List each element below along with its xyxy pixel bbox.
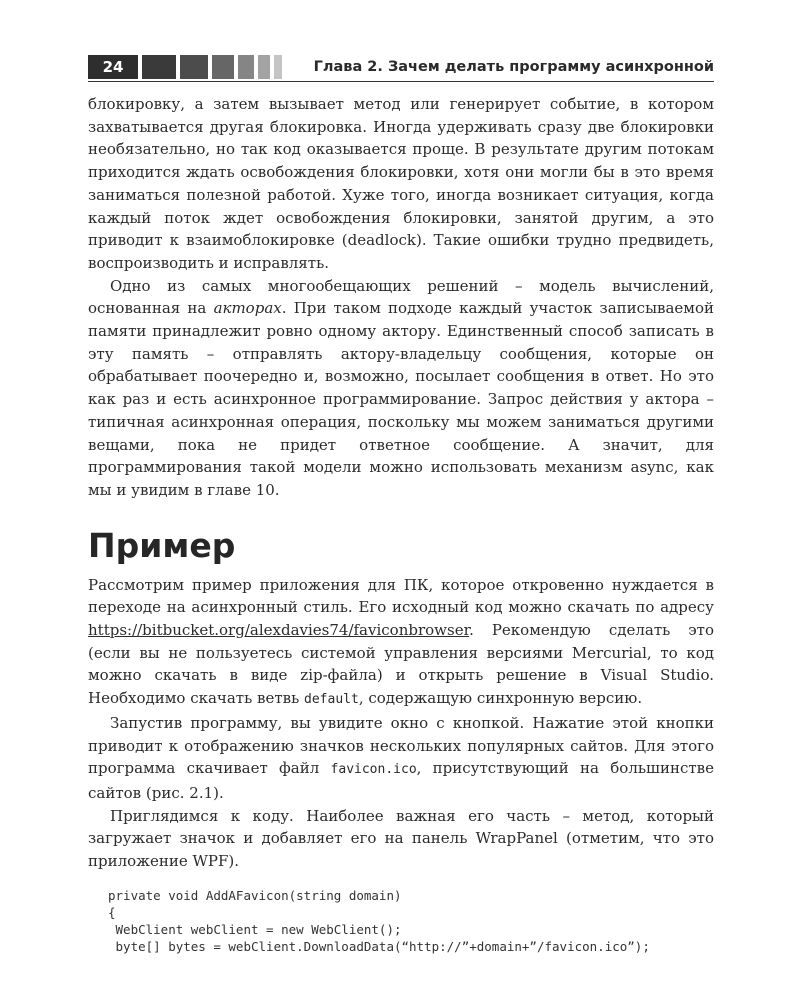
header-bar-segment — [258, 55, 270, 79]
chapter-title: Глава 2. Зачем делать программу асинхронной — [313, 59, 714, 75]
header-bar-segment — [274, 55, 282, 79]
code-line: WebClient webClient = new WebClient(); — [108, 921, 402, 937]
header-bar-segment — [180, 55, 208, 79]
paragraph-4-text: , присутствующий на большинстве сайтов (рис. 2.1). — [88, 759, 714, 802]
page-header — [88, 55, 714, 79]
header-rule — [88, 81, 714, 82]
paragraph-4 — [88, 712, 714, 805]
filename-code: favicon.ico — [330, 762, 417, 778]
section-title: Пример — [88, 525, 236, 565]
page-number: 24 — [88, 55, 138, 79]
paragraph-2 — [88, 275, 714, 502]
paragraph-4-text: Запустив программу, вы увидите окно с кнопкой. Нажатие этой кнопки приводит к отображению значков нескольких популярных сайтов. Для этого программа скачивает файл — [88, 713, 714, 778]
paragraph-2-text: . При таком подходе каждый участок записываемой памяти принадлежит ровно одному актору. Единственный способ записать в эту память – отправлять актору-владельцу сообщения, которые он обрабатывает поочередно и, возможно, посылает сообщения в ответ. Но это как раз и есть асинхронное программирование. Запрос действия у актора – типичная асинхронная операция, поскольку мы можем заниматься другими вещами, пока не придет ответное сообщение. А значит, для программирования такой модели можно использовать механизм async, как мы и увидим в главе 10. — [88, 299, 714, 499]
code-listing — [108, 887, 714, 955]
branch-name-code: default — [304, 692, 359, 708]
code-line: byte[] bytes = webClient.DownloadData(“http://”+domain+”/favicon.ico”); — [108, 938, 650, 954]
paragraph-1: блокировку, а затем вызывает метод или генерирует событие, в котором захватывается другая блокировка. Иногда удерживать сразу две блокировки необязательно, но так код оказывается проще. В результате другим потокам приходится ждать освобождения блокировки, хотя они могли бы в это время заниматься полезной работой. Хуже того, иногда возникает ситуация, когда каждый поток ждет освобождения блокировки, занятой другим, а это приводит к взаимоблокировке (deadlock). Такие ошибки трудно предвидеть, воспроизводить и исправлять. — [88, 95, 714, 272]
paragraph-3-text: Рассмотрим пример приложения для ПК, которое откровенно нуждается в переходе на асинхронный стиль. Его исходный код можно скачать по адресу — [88, 575, 714, 617]
paragraph-2-text: Одно из самых многообещающих решений – модель вычислений, основанная на — [88, 276, 714, 318]
paragraph-5: Приглядимся к коду. Наиболее важная его часть – метод, который загружает значок и добавляет его на панель WrapPanel (отметим, что это приложение WPF). — [88, 806, 714, 871]
paragraph-3-text: , содержащую синхронную версию. — [358, 689, 643, 708]
code-line: private void AddAFavicon(string domain) — [108, 887, 402, 903]
header-bar-segment — [238, 55, 254, 79]
source-code-link[interactable]: https://bitbucket.org/alexdavies74/faviconbrowser — [88, 621, 470, 640]
actors-emphasis: акторах — [213, 299, 282, 318]
paragraph-3 — [88, 574, 714, 712]
paragraph-3-text: . Рекомендую сделать это (если вы не пользуетесь системой управления версиями Mercurial, то код можно скачать в виде zip-файла) и открыть решение в Visual Studio. Необходимо скачать ветвь — [88, 621, 714, 708]
page-content — [88, 93, 714, 955]
header-bar-segment — [212, 55, 234, 79]
header-bar-segment — [142, 55, 176, 79]
code-line: { — [108, 904, 116, 920]
